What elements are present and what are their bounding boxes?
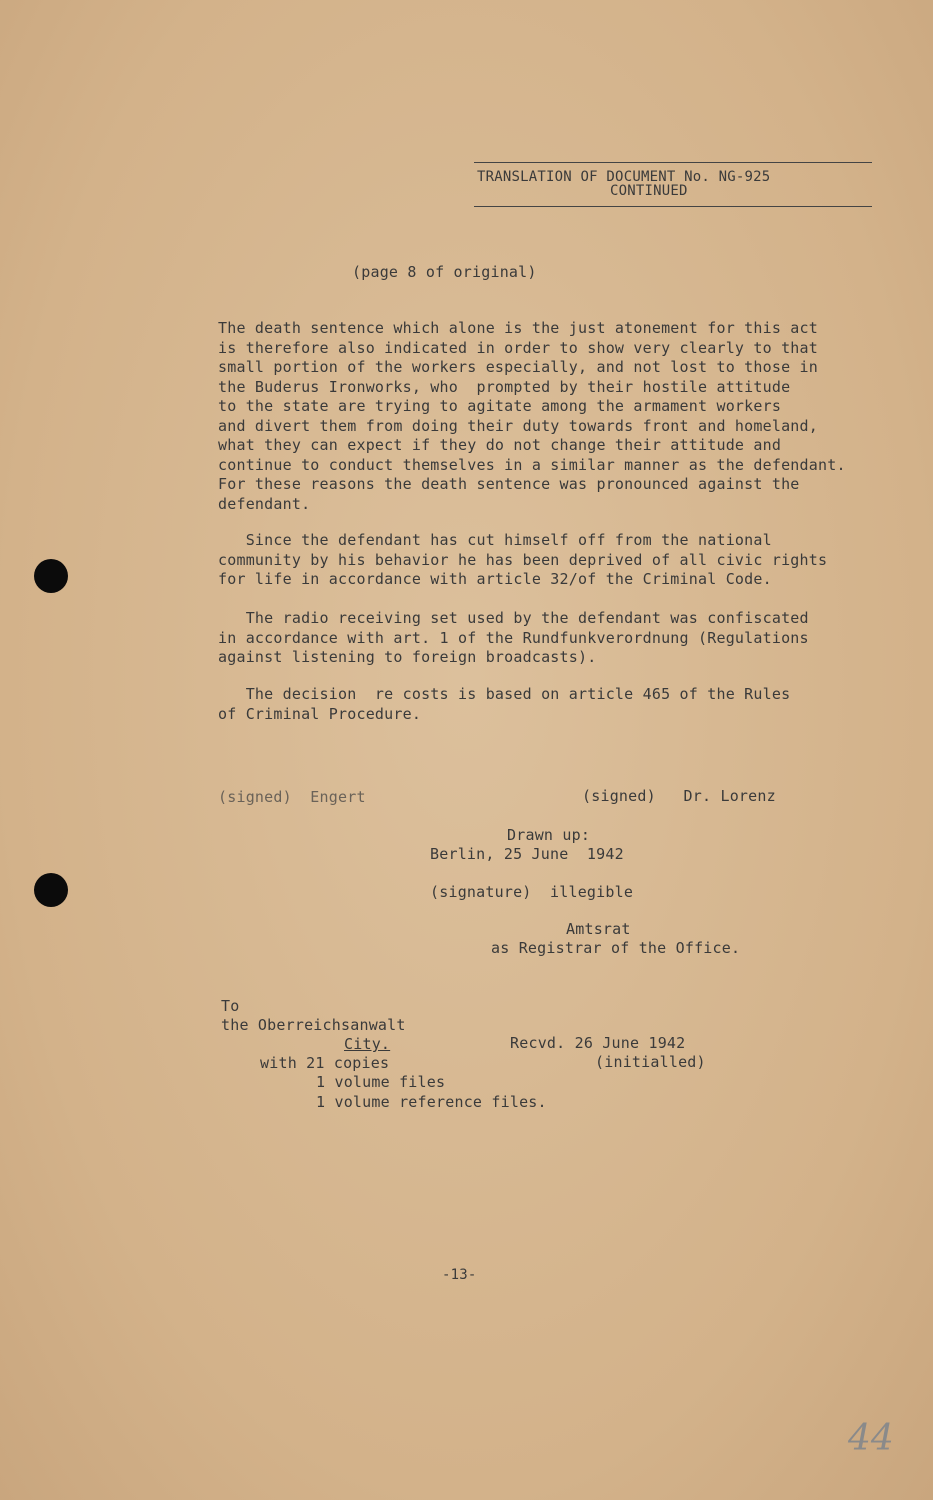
text-line: small portion of the workers especially, and not lost to those in (218, 358, 818, 376)
registrar-signature: (signature) illegible (430, 883, 634, 901)
text-line: of Criminal Procedure. (218, 704, 422, 723)
enclosure-copies: with 21 copies (260, 1054, 390, 1072)
text-line: the Buderus Ironworks, who prompted by their hostile attitude (218, 377, 791, 396)
drawn-up-label: Drawn up: (507, 826, 591, 844)
addressee-name: the Oberreichsanwalt (221, 1016, 406, 1034)
text-line: Since the defendant has cut himself off from the national (218, 531, 772, 549)
handwritten-page-number: 44 (848, 1418, 894, 1459)
addressee-to: To (221, 997, 240, 1015)
header-rule-top (474, 162, 872, 163)
text-line: The radio receiving set used by the defendant was confiscated (218, 609, 809, 627)
text-line: The death sentence which alone is the just atonement for this act (218, 319, 818, 337)
punch-hole-top (34, 559, 68, 593)
text-line: and divert them from doing their duty towards front and homeland, (218, 416, 818, 435)
enclosure-reference-files: 1 volume reference files. (316, 1093, 547, 1111)
text-line: The decision re costs is based on article 465 of the Rules (218, 685, 791, 703)
registrar-role: as Registrar of the Office. (491, 939, 741, 957)
text-line: community by his behavior he has been deprived of all civic rights (218, 550, 828, 569)
text-line: defendant. (218, 494, 311, 513)
text-line: against listening to foreign broadcasts). (218, 648, 597, 666)
text-line: what they can expect if they do not change their attitude and (218, 436, 782, 454)
signature-left: (signed) Engert (218, 788, 366, 806)
page-reference: (page 8 of original) (352, 263, 537, 281)
text-line: in accordance with art. 1 of the Rundfunkverordnung (Regulations (218, 628, 809, 647)
enclosure-files: 1 volume files (316, 1073, 446, 1091)
header-rule-bottom (474, 206, 872, 207)
text-line: For these reasons the death sentence was pronounced against the (218, 475, 800, 493)
text-line: for life in accordance with article 32/of the Criminal Code. (218, 570, 772, 588)
document-subtitle: CONTINUED (610, 183, 688, 199)
page-number: -13- (442, 1267, 477, 1283)
text-line: continue to conduct themselves in a similar manner as the defendant. (218, 455, 846, 474)
document-title: TRANSLATION OF DOCUMENT No. NG-925 (477, 169, 771, 185)
addressee-city: City. (344, 1035, 391, 1053)
signature-right: (signed) Dr. Lorenz (582, 787, 776, 805)
received-note: (initialled) (595, 1053, 706, 1071)
text-line: to the state are trying to agitate among the armament workers (218, 397, 782, 415)
text-line: is therefore also indicated in order to show very clearly to that (218, 338, 818, 357)
punch-hole-bottom (34, 873, 68, 907)
drawn-up-place-date: Berlin, 25 June 1942 (430, 845, 624, 863)
registrar-title: Amtsrat (566, 920, 631, 938)
received-stamp: Recvd. 26 June 1942 (510, 1034, 686, 1052)
